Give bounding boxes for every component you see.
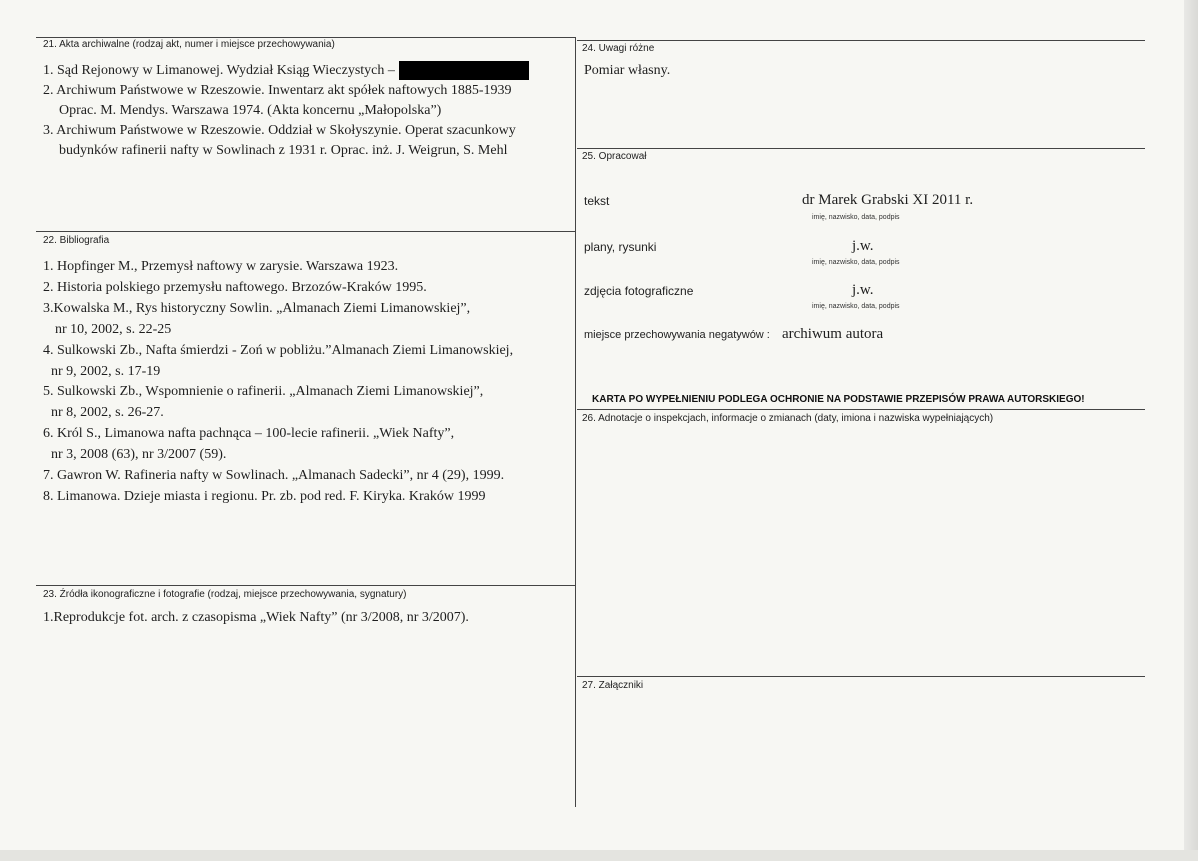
list-item: Oprac. M. Mendys. Warszawa 1974. (Akta koncernu „Małopolska”) — [59, 103, 442, 118]
section-21-list — [43, 61, 529, 161]
top-rule-left — [36, 37, 576, 38]
section-21-label: 21. Akta archiwalne (rodzaj akt, numer i miejsce przechowywania) — [43, 39, 335, 50]
row-label-text: tekst — [584, 194, 610, 208]
list-item: 1. Hopfinger M., Przemysł naftowy w zarysie. Warszawa 1923. — [43, 259, 399, 274]
row-label-photos: zdjęcia fotograficzne — [584, 284, 694, 298]
section-26-label: 26. Adnotacje o inspekcjach, informacje o zmianach (daty, imiona i nazwiska wypełniających) — [582, 413, 994, 424]
top-rule-right — [577, 40, 1145, 41]
section-22-list — [43, 257, 513, 508]
section-24-label: 24. Uwagi różne — [582, 43, 655, 54]
list-item: 3. Archiwum Państwowe w Rzeszowie. Oddział w Skołyszynie. Operat szacunkowy — [43, 123, 516, 138]
list-item: nr 10, 2002, s. 22-25 — [55, 321, 172, 337]
section-27-label: 27. Załączniki — [582, 680, 644, 691]
rule-25 — [577, 148, 1145, 149]
row-value-photos: j.w. — [852, 282, 874, 298]
list-item: nr 8, 2002, s. 26-27. — [51, 405, 164, 421]
rule-26 — [577, 409, 1145, 410]
scan-bottom-edge — [0, 850, 1198, 861]
column-divider — [575, 37, 576, 807]
row-value-text: dr Marek Grabski XI 2011 r. — [802, 192, 974, 208]
section-25-label: 25. Opracował — [582, 151, 647, 162]
list-item: 5. Sulkowski Zb., Wspomnienie o rafinerii. „Almanach Ziemi Limanowskiej”, — [43, 384, 484, 400]
list-item: 6. Król S., Limanowa nafta pachnąca – 100-lecie rafinerii. „Wiek Nafty”, — [43, 426, 455, 442]
list-item: 3.Kowalska M., Rys historyczny Sowlin. „Almanach Ziemi Limanowskiej”, — [43, 300, 471, 316]
list-item: 8. Limanowa. Dzieje miasta i regionu. Pr. zb. pod red. F. Kiryka. Kraków 1999 — [43, 488, 486, 504]
rule-27 — [577, 676, 1145, 677]
signature-hint: imię, nazwisko, data, podpis — [812, 259, 900, 266]
list-item: 2. Historia polskiego przemysłu naftowego. Brzozów-Kraków 1995. — [43, 279, 427, 295]
section-23-label: 23. Źródła ikonograficzne i fotografie (rodzaj, miejsce przechowywania, sygnatury) — [43, 589, 407, 600]
redaction-box — [399, 61, 529, 80]
list-item: 1. Sąd Rejonowy w Limanowej. Wydział Ksiąg Wieczystych – — [43, 61, 529, 81]
list-item: budynków rafinerii nafty w Sowlinach z 1931 r. Oprac. inż. J. Weigrun, S. Mehl — [59, 143, 508, 158]
list-item: 2. Archiwum Państwowe w Rzeszowie. Inwentarz akt spółek naftowych 1885-1939 — [43, 83, 512, 98]
section-22-label: 22. Bibliografia — [43, 235, 110, 246]
negatives-label: miejsce przechowywania negatywów : — [584, 329, 770, 341]
signature-hint: imię, nazwisko, data, podpis — [812, 214, 900, 221]
section-24-value: Pomiar własny. — [584, 63, 671, 78]
negatives-value: archiwum autora — [782, 326, 884, 342]
signature-hint: imię, nazwisko, data, podpis — [812, 303, 900, 310]
rule-23 — [36, 585, 576, 586]
scan-right-edge — [1184, 0, 1198, 861]
rule-22 — [36, 231, 576, 232]
row-label-plans: plany, rysunki — [584, 240, 657, 254]
list-item: 7. Gawron W. Rafineria nafty w Sowlinach. „Almanach Sadecki”, nr 4 (29), 1999. — [43, 468, 505, 484]
copyright-notice: KARTA PO WYPEŁNIENIU PODLEGA OCHRONIE NA PODSTAWIE PRZEPISÓW PRAWA AUTORSKIEGO! — [592, 394, 1085, 405]
list-item: nr 3, 2008 (63), nr 3/2007 (59). — [51, 447, 227, 463]
section-23-item: 1.Reprodukcje fot. arch. z czasopisma „Wiek Nafty” (nr 3/2008, nr 3/2007). — [43, 610, 469, 625]
list-item: nr 9, 2002, s. 17-19 — [51, 363, 161, 379]
list-item: 4. Sulkowski Zb., Nafta śmierdzi - Zoń w pobliżu.”Almanach Ziemi Limanowskiej, — [43, 342, 514, 358]
row-value-plans: j.w. — [852, 238, 874, 254]
